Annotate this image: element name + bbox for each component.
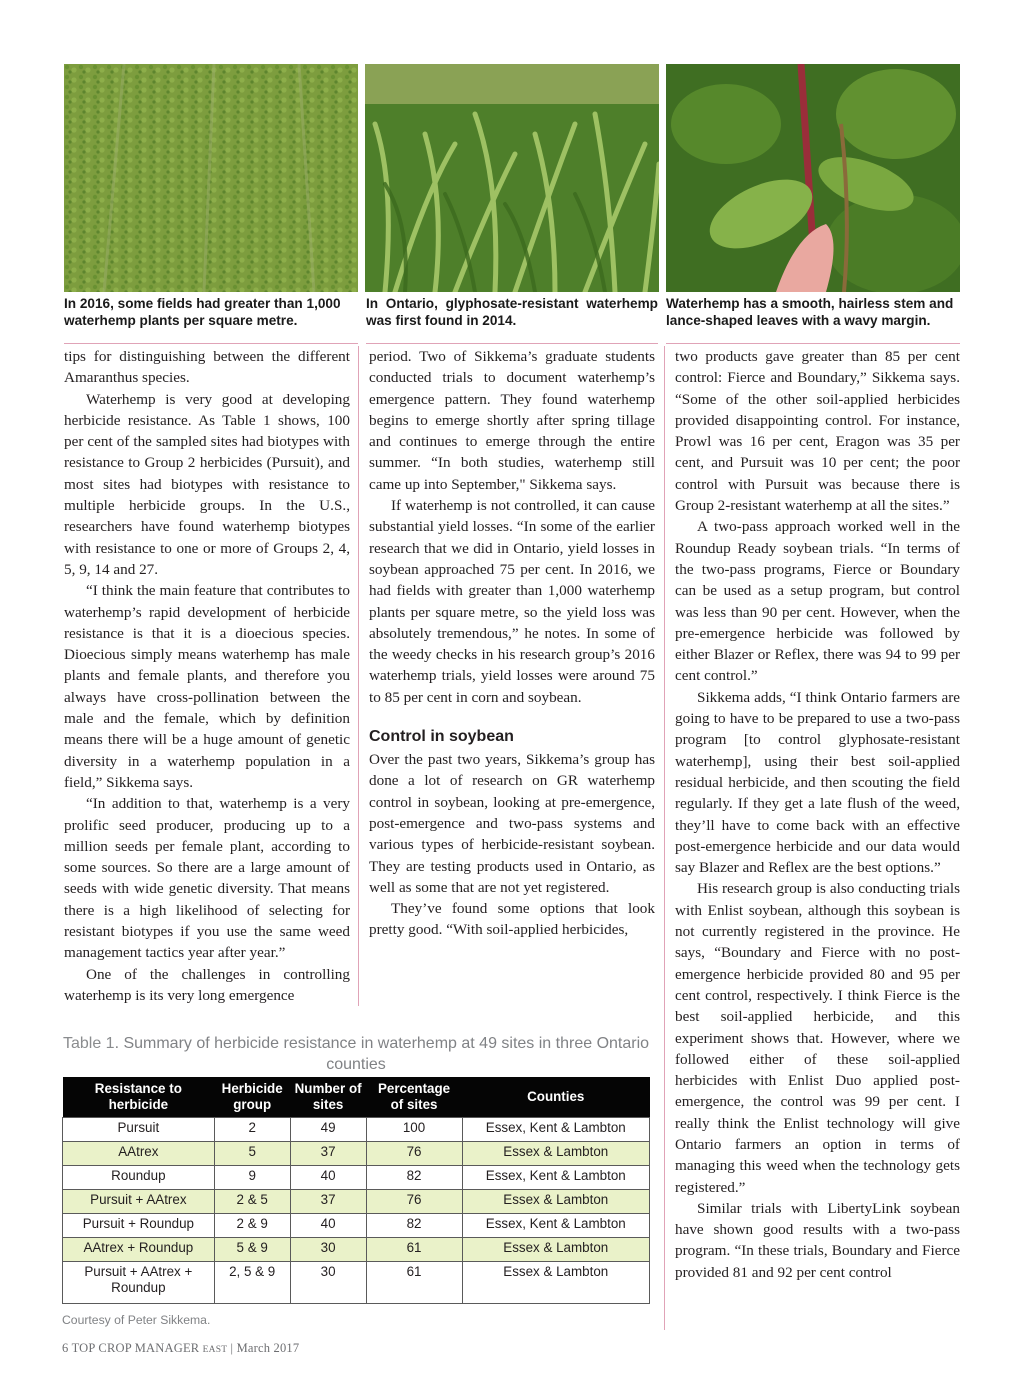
table-cell: 40 [290, 1165, 366, 1189]
table-cell: 30 [290, 1261, 366, 1303]
paragraph: “In addition to that, waterhemp is a very prolific seed producer, producing up to a million seeds per female plant, according to some sources. So there are a large amount of seeds with wide genetic diversity. That means there is a high likelihood of selecting for resistant biotypes if you use the same weed management tactics year after year.” [64, 795, 350, 962]
table-row [63, 1237, 650, 1261]
table-cell: 2, 5 & 9 [214, 1261, 290, 1303]
table-title [62, 1033, 650, 1075]
paragraph: two products gave greater than 85 per cent control: Fierce and Boundary,” Sikkema says. “Some of the other soil-applied herbicides provided disappointing control. For instance, Prowl was 16 per cent, Eragon was 35 per cent, and Pursuit was 10 per cent; the poor control with Pursuit was because there is Group 2-resistant waterhemp at all the sites.” [675, 348, 960, 515]
magazine-title: TOP CROP MANAGER [71, 1341, 200, 1355]
column-header: Herbicide group [214, 1077, 290, 1117]
caption-divider [366, 343, 658, 344]
column-header: Number of sites [290, 1077, 366, 1117]
table-cell: 100 [366, 1117, 462, 1141]
table-cell: Essex & Lambton [462, 1261, 650, 1303]
footer-separator: | [230, 1341, 234, 1355]
paragraph: If waterhemp is not controlled, it can cause substantial yield losses. “In some of the earlier research that we did in Ontario, yield losses in soybean approached 75 per cent. In 2016, we had fields with greater than 1,000 waterhemp plants per square metre, so the yield loss was absolutely tremendous,” he notes. In some of the weedy checks in his research group’s 2016 waterhemp trials, yield losses were around 75 to 85 per cent in corn and soybean. [369, 497, 655, 706]
table-cell: Essex, Kent & Lambton [462, 1117, 650, 1141]
table-cell: 49 [290, 1117, 366, 1141]
table-cell: Pursuit + AAtrex + Roundup [63, 1261, 215, 1303]
table-cell: 37 [290, 1189, 366, 1213]
table-cell: Roundup [63, 1165, 215, 1189]
waterhemp-field-photo [64, 64, 358, 292]
table-row [63, 1189, 650, 1213]
caption-divider [64, 343, 358, 344]
table-cell: 76 [366, 1189, 462, 1213]
column-header: Resistance to herbicide [63, 1077, 215, 1117]
paragraph: A two-pass approach worked well in the Roundup Ready soybean trials. “In terms of the two-pass programs, Fierce or Boundary can be used as a setup program, but control was less than 90 per cent. However, when the pre-emergence herbicide was followed by either Blazer or Reflex, there was 94 to 99 per cent control.” [675, 518, 960, 685]
table-cell: 40 [290, 1213, 366, 1237]
table-cell: 2 & 5 [214, 1189, 290, 1213]
paragraph: “I think the main feature that contributes to waterhemp’s rapid development of herbicide resistance is that it is a dioecious species. Dioecious simply means waterhemp has male plants and female plants, and therefore you always have cross-pollination between the male and the female, which by definition means there will be a huge amount of genetic diversity in a waterhemp population in a field,” Sikkema says. [64, 582, 350, 791]
photo-caption: Waterhemp has a smooth, hairless stem and lance-shaped leaves with a wavy margin. [666, 296, 954, 328]
issue-date: March 2017 [236, 1341, 300, 1355]
table-cell: 5 & 9 [214, 1237, 290, 1261]
paragraph: Over the past two years, Sikkema’s group has done a lot of research on GR waterhemp control in soybean, looking at pre-emergence, post-emergence and two-pass systems and various types of herbicide-resistant soybean. They are testing products used in Ontario, as well as some that are not yet registered. [369, 751, 655, 896]
table-row [63, 1261, 650, 1303]
table-cell: Essex, Kent & Lambton [462, 1165, 650, 1189]
table-cell: AAtrex + Roundup [63, 1237, 215, 1261]
table-header-row [63, 1077, 650, 1117]
paragraph: period. Two of Sikkema’s graduate students conducted trials to document waterhemp’s emergence pattern. They found waterhemp begins to emerge shortly after spring tillage and continues to emerge through the entire summer. “In both studies, waterhemp still came up into September," Sikkema says. [369, 348, 655, 493]
section-heading: Control in soybean [369, 728, 514, 746]
table-cell: Essex, Kent & Lambton [462, 1213, 650, 1237]
column-header: Percentage of sites [366, 1077, 462, 1117]
table-cell: 30 [290, 1237, 366, 1261]
paragraph: Sikkema adds, “I think Ontario farmers are going to have to be prepared to use a two-pass program [to control glyphosate-resistant waterhemp], using their best soil-applied residual herbicide, and then scouting the field regularly. If they get a late flush of the weed, they’ll have to come back with an effective post-emergence herbicide and our data would say Blazer and Reflex are the best options.” [675, 688, 960, 877]
table-cell: 5 [214, 1141, 290, 1165]
table-cell: 76 [366, 1141, 462, 1165]
table-cell: 9 [214, 1165, 290, 1189]
paragraph: tips for distinguishing between the different Amaranthus species. [64, 348, 350, 387]
table-cell: 61 [366, 1261, 462, 1303]
table-cell: 82 [366, 1165, 462, 1189]
column-header: Counties [462, 1077, 650, 1117]
column-divider [664, 346, 665, 1330]
table-row [63, 1213, 650, 1237]
table-cell: 82 [366, 1213, 462, 1237]
table-row [63, 1165, 650, 1189]
paragraph: Waterhemp is very good at developing herbicide resistance. As Table 1 shows, 100 per cent of the sampled sites had biotypes with resistance to Group 2 herbicides (Pursuit), and most sites had biotypes with resistance to multiple herbicide groups. In the U.S., researchers have found waterhemp biotypes with resistance to one or more of Groups 2, 4, 5, 9, 14 and 27. [64, 390, 350, 578]
waterhemp-stem-photo [666, 64, 960, 292]
table-label: Table 1 [62, 1035, 115, 1052]
article-column-2 [369, 346, 655, 941]
table-cell: Pursuit [63, 1117, 215, 1141]
table-row [63, 1141, 650, 1165]
page-footer [62, 1341, 299, 1356]
paragraph: Similar trials with LibertyLink soybean have shown good results with a two-pass program. “In these trials, Boundary and Fierce provided 81 and 92 per cent control [675, 1199, 960, 1281]
photo-caption: In 2016, some fields had greater than 1,000 waterhemp plants per square metre. [64, 296, 341, 328]
table-credit: Courtesy of Peter Sikkema. [62, 1313, 211, 1327]
table-cell: Pursuit + AAtrex [63, 1189, 215, 1213]
article-column-1 [64, 346, 350, 1006]
table-cell: 37 [290, 1141, 366, 1165]
paragraph: They’ve found some options that look pretty good. “With soil-applied herbicides, [369, 900, 655, 939]
column-divider [358, 346, 359, 1006]
table-cell: AAtrex [63, 1141, 215, 1165]
corn-field-photo [365, 64, 659, 292]
table-cell: 2 [214, 1117, 290, 1141]
table-cell: 61 [366, 1237, 462, 1261]
page-number: 6 [62, 1341, 69, 1355]
paragraph: One of the challenges in controlling waterhemp is its very long emergence [64, 965, 350, 1004]
table-row [63, 1117, 650, 1141]
table-cell: Essex & Lambton [462, 1141, 650, 1165]
paragraph: His research group is also conducting trials with Enlist soybean, although this soybean is not currently registered in the province. He says, “Boundary and Fierce with no post-emergence herbicide provided 80 and 95 per cent control, respectively. I think Fierce is the best soil-applied herbicide, and this experiment shows that. However, where we followed either of these soil-applied herbicides with Enlist Duo applied post-emergence, the control was 99 per cent. I really think the Enlist technology will give Ontario farmers an option in terms of managing this weed when the technology gets registered.” [675, 880, 960, 1196]
table-cell: Pursuit + Roundup [63, 1213, 215, 1237]
table-cell: Essex & Lambton [462, 1189, 650, 1213]
caption-divider [666, 343, 960, 344]
photo-caption: In Ontario, glyphosate-resistant waterhemp was first found in 2014. [366, 296, 658, 328]
table-description: . Summary of herbicide resistance in waterhemp at 49 sites in three Ontario counties [114, 1035, 650, 1073]
table-cell: Essex & Lambton [462, 1237, 650, 1261]
magazine-edition: EAST [202, 1345, 228, 1355]
herbicide-resistance-table [62, 1077, 650, 1304]
article-column-3 [675, 346, 960, 1283]
table-cell: 2 & 9 [214, 1213, 290, 1237]
